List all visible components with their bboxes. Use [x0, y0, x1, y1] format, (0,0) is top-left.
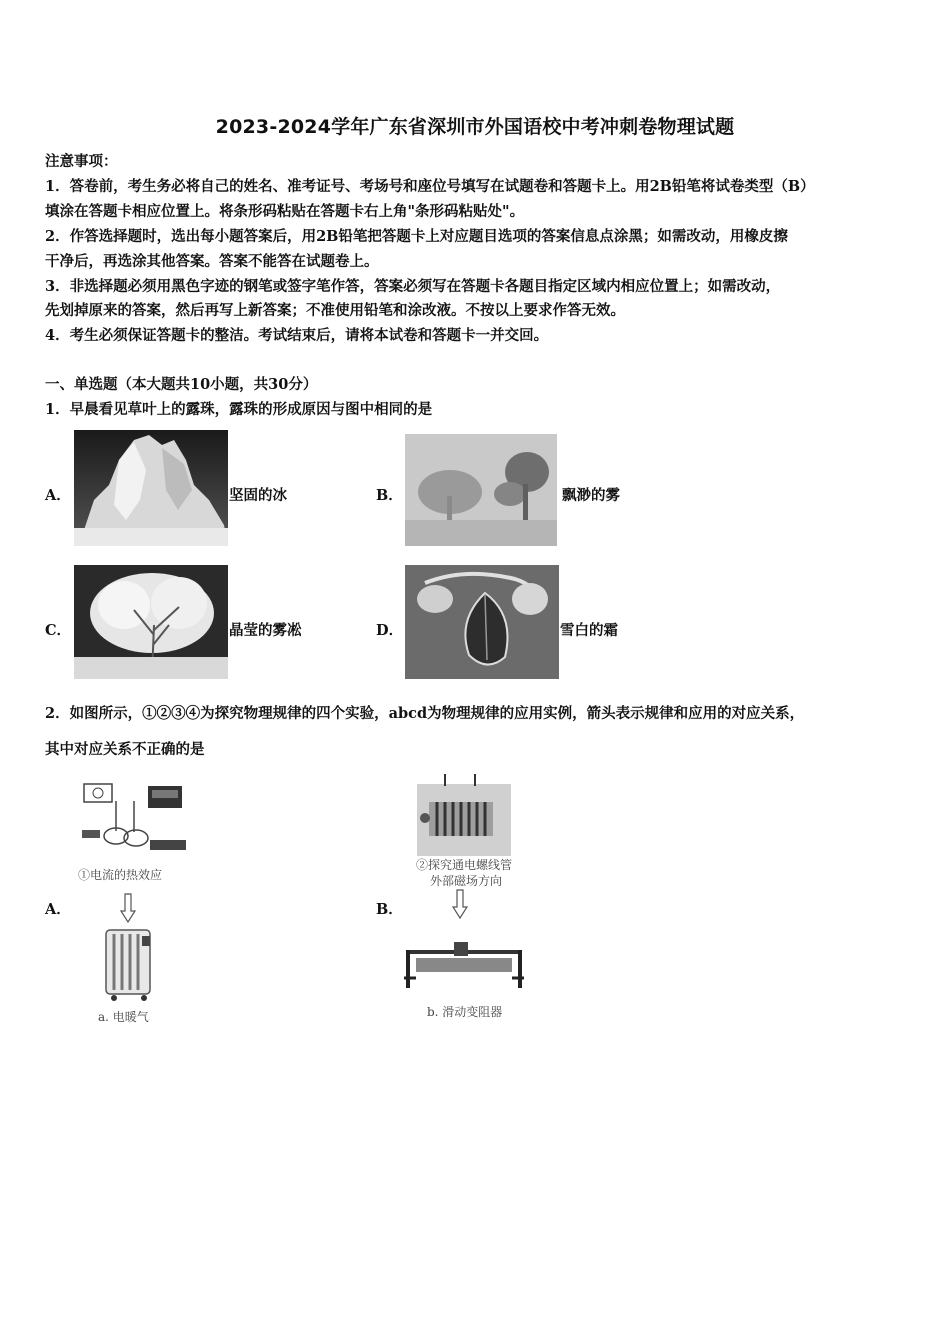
notice-heading: 注意事项：: [45, 153, 118, 170]
heat-effect-experiment-image: [76, 776, 192, 866]
fog-trees-image: [405, 434, 557, 546]
experiment-1-caption: ①电流的热效应: [78, 868, 163, 882]
iceberg-image: [74, 430, 228, 546]
q2-option-b-letter: B．: [376, 901, 403, 918]
q1-stem: 1．早晨看见草叶上的露珠，露珠的形成原因与图中相同的是: [45, 401, 433, 418]
application-a-caption: a. 电暖气: [98, 1010, 149, 1024]
notice-line-5: 3．非选择题必须用黑色字迹的钢笔或签字笔作答，答案必须写在答题卡各题目指定区域内相应位置上；如需改动，: [45, 278, 781, 295]
q1-option-d-label: 雪白的霜: [560, 622, 618, 639]
arrow-down-icon: [120, 893, 136, 923]
q1-option-a-letter: A．: [45, 487, 71, 504]
rime-tree-image: [74, 565, 228, 679]
arrow-down-icon: [452, 889, 468, 919]
q1-option-a-label: 坚固的冰: [229, 487, 287, 504]
notice-line-6: 先划掉原来的答案，然后再写上新答案；不准使用铅笔和涂改液。不按以上要求作答无效。: [45, 302, 625, 319]
q2-option-a-letter: A．: [45, 901, 71, 918]
notice-line-1: 1．答卷前，考生务必将自己的姓名、准考证号、考场号和座位号填写在试题卷和答题卡上。用2B铅笔将试卷类型（B）: [45, 178, 815, 195]
slide-rheostat-image: [404, 938, 524, 990]
frost-leaf-image: [405, 565, 559, 679]
q1-option-c-label: 晶莹的雾凇: [229, 622, 302, 639]
solenoid-experiment-image: [415, 772, 513, 858]
q1-option-d-letter: D．: [376, 622, 404, 639]
q2-stem-line-2: 其中对应关系不正确的是: [45, 741, 205, 758]
section-heading: 一、单选题（本大题共10小题，共30分）: [45, 376, 318, 393]
experiment-2-caption-line-1: ②探究通电螺线管: [416, 858, 513, 872]
electric-heater-image: [104, 926, 154, 1002]
notice-line-7: 4．考生必须保证答题卡的整洁。考试结束后，请将本试卷和答题卡一并交回。: [45, 327, 549, 344]
q1-option-b-label: 飘渺的雾: [562, 487, 620, 504]
notice-line-2: 填涂在答题卡相应位置上。将条形码粘贴在答题卡右上角"条形码粘贴处"。: [45, 203, 525, 220]
notice-line-3: 2．作答选择题时，选出每小题答案后，用2B铅笔把答题卡上对应题目选项的答案信息点涂黑；如需改动，用橡皮擦: [45, 228, 788, 245]
q1-option-b-letter: B．: [376, 487, 403, 504]
notice-line-4: 干净后，再选涂其他答案。答案不能答在试题卷上。: [45, 253, 379, 270]
experiment-2-caption-line-2: 外部磁场方向: [430, 874, 503, 888]
q1-option-c-letter: C．: [45, 622, 72, 639]
application-b-caption: b. 滑动变阻器: [427, 1005, 503, 1019]
q2-stem-line-1: 2．如图所示，①②③④为探究物理规律的四个实验，abcd为物理规律的应用实例，箭头表示规律和应用的对应关系，: [45, 705, 805, 722]
page-title: 2023-2024学年广东省深圳市外国语校中考冲刺卷物理试题: [215, 116, 735, 138]
